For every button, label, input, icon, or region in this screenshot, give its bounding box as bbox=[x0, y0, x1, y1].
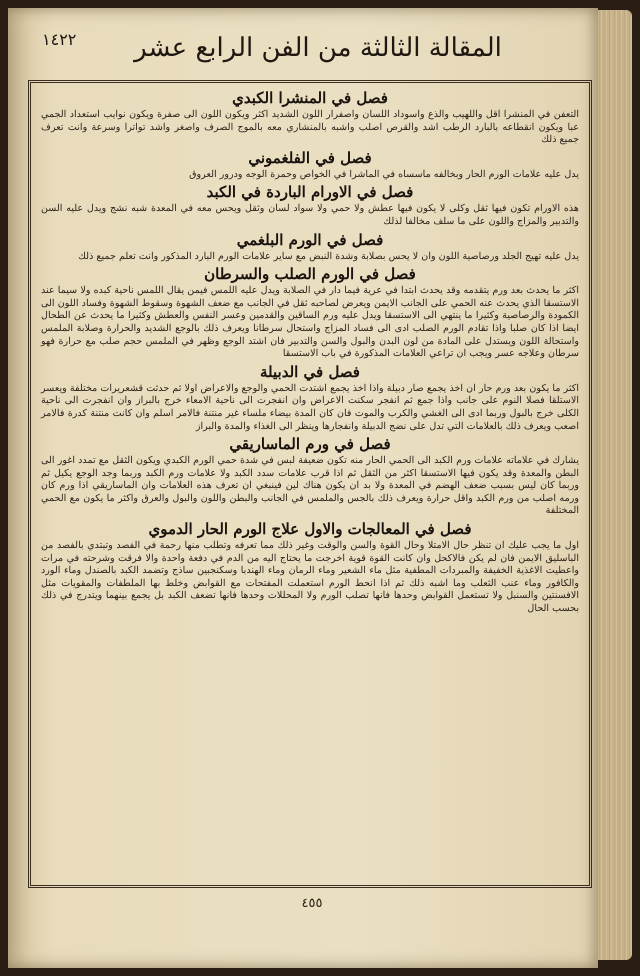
book-page-edges bbox=[598, 10, 632, 960]
section-heading: فصل في الورم الصلب والسرطان bbox=[204, 265, 416, 284]
section-heading: فصل في الاورام الباردة في الكبد bbox=[206, 183, 414, 202]
section-phlegmoni bbox=[31, 149, 589, 182]
page-number-top: ١٤٢٢ bbox=[42, 30, 77, 49]
section-masariqi bbox=[31, 435, 589, 518]
section-treatments bbox=[31, 520, 589, 616]
section-heading: فصل في الفلغموني bbox=[248, 148, 372, 167]
section-hard-tumor-cancer bbox=[31, 265, 589, 361]
section-phlegmatic-tumor bbox=[31, 231, 589, 264]
section-body: اكثر ما يكون بعد ورم حار ان اخذ يجمع صار دبيلة واذا اخذ يجمع اشتدت الحمي والوجع والاعراض اولا ثم حدثت قشعريرات مختلفة ويعسر الاستلقا فصلا النوم على جانب واذا جمع ثم انفجر سكنت الاعراض وان انفجرت الى ناحية الامعاء خرج بالبراز وان انفجرت الى ناحية الكلى خرج بالبول وربما ادى الى الغشي والكرب والموت فان كان المدة بيضاء ملساء غير منتنة فالامر اسلم وان كانت منتنة كدرة فالامر اصعب ويعرف ذلك بالعلامات التي تدل على نضج الدبيلة وانفجارها وينظر الى الغذاء والمدة والبراز bbox=[41, 382, 579, 432]
running-head: المقالة الثالثة من الفن الرابع عشر bbox=[134, 33, 502, 63]
section-heading: فصل في المعالجات والاول علاج الورم الحار الدموي bbox=[148, 520, 472, 539]
text-frame bbox=[28, 80, 592, 888]
section-cold-tumors-liver bbox=[31, 183, 589, 228]
section-body: يدل عليه علامات الورم الحار وبخالفه ماسساه في الماشرا في الخواص وحمرة الوجه ودرور العروق bbox=[189, 168, 579, 180]
section-body: اكثر ما يحدث بعد ورم يتقدمه وقد يحدث ابتدا في عرية فيما دار في الصلابة ويدل عليه اللمس فيمن يقال اللمس ناحية كبده ولا سيما عند الاستسقا الذي يحدث عنه الحمي على الجانب الايمن ويعرض لصاحبه ثقل في الجانب مع ضعف الشهوة وسقوط الشهوة وفساد اللون الى الكمودة والرصاصية وكثيرا ما ينتهي الى الاستسقا ويدل عليه ورم الساقين والقدمين وعسر النفس والعطش وكثيرا ما يحدث عن الطحال ايضا اذا كان صلبا واذا تقادم الورم الصلب ادى الى فساد المزاج واستحال سرطانا ويعرف ذلك بالوجع الشديد والحرارة وصلابة الملمس واستحالة اللون ويستدل على المادة من لون البدن والبول والسن والتدبير فان اشتد الوجع وظهر في الملمس حجم صلب مع حرارة فهو سرطان وعلاجه عسر ويجب ان تراعي العلامات المذكورة في باب الاستسقا bbox=[41, 285, 579, 360]
section-body: يشارك في علاماته علامات ورم الكبد الى الحمي الحار منه تكون ضعيفة لبس في شدة حمي الورم الكبدي ويكون الثقل مع تمدد اغور الى البطن والمعدة وقد يكون فيها الاستسقا اكثر من الثقل ثم اذا قرب علامات سدد الكبد ولا علامات ورم الكبد وربما وجد الوجع يكيل ثم وربما كان ليس بسبب ضعف الهضم في المعدة ولا بد ان يكون هناك لين فينبغي ان تعرف هذه العلامات وان الماساريقي اذا ورم كان ورمه اصلب من ورم الكبد واقل حرارة ويعرف ذلك بالجس والملمس في الجانب والبطن واللون والبول والعرق واكثر ما يكون مع الحمي المختلفة bbox=[41, 455, 579, 517]
section-body: اول ما يجب عليك ان تنظر حال الامتلا وحال القوة والسن والوقت وغير ذلك مما تعرفه وتطلب منها رحمة في الفصد وتبتدي بالفصد من الباسليق الايمن فان لم يكن فالاكحل وان كانت القوة قوية اخرجت ما يحتاج اليه من الدم في دفعة واحدة والا فرقت وشرحته في مرات واعطيت الاغذية الخفيفة والمبردات المطفية مثل ماء الشعير وماء الرمان وماء الهندبا وسكنجبين ساذج وتضمد الكبد بالصندل وماء الورد والكافور وماء عنب الثعلب وما اشبه ذلك ثم اذا انحط الورم استعملت المفتحات مع القوابض وخلط بها الملطفات والمقويات مثل الافسنتين والسنبل ولا تستعمل القوابض وحدها فانها تصلب الورم ولا المحللات وحدها فانها تضعف الكبد بل يجمع بينهما ويتدرج في ذلك بحسب الحال bbox=[41, 540, 579, 615]
section-heading: فصل في الورم البلغمي bbox=[236, 230, 384, 249]
section-heading: فصل في المنشرا الكبدي bbox=[232, 89, 388, 107]
section-dubayla bbox=[31, 363, 589, 433]
section-heading: فصل في الدبيلة bbox=[260, 362, 360, 381]
page-number-bottom: ٤٥٥ bbox=[301, 896, 323, 911]
section-mansharia-kabidi bbox=[31, 89, 589, 147]
section-body: يدل عليه تهيج الجلد ورصاصية اللون وان لا يحس بصلابة وشدة النبض مع ساير علامات الورم البارد المذكور وانت تعلم جميع ذلك bbox=[78, 250, 579, 262]
section-body: هذه الاورام تكون فيها ثقل وكلى لا يكون فيها عطش ولا حمي ولا سواد لسان وثقل ويحس معه في المعدة شبه نشج ويدل عليه السن والتدبير والمزاج واللون على ما سلف مخالفا لذلك bbox=[41, 203, 579, 227]
manuscript-page bbox=[8, 8, 598, 968]
section-heading: فصل في ورم الماساريقي bbox=[229, 435, 391, 454]
section-body: التعفن في المنشرا اقل واللهيب والذع واسوداد اللسان واصفرار اللون الشديد اكثر ويكون اللون الى صفرة ويكون نوايب استعداد الجمي عبا ويكون انقطاعه بالبارد الرطب اشد والقرص اصلب واشبه بالمنشاري معه بالموج الصرف واصغر واشد تواترا وسرعة وانت تعرف جميع ذلك bbox=[41, 109, 579, 146]
